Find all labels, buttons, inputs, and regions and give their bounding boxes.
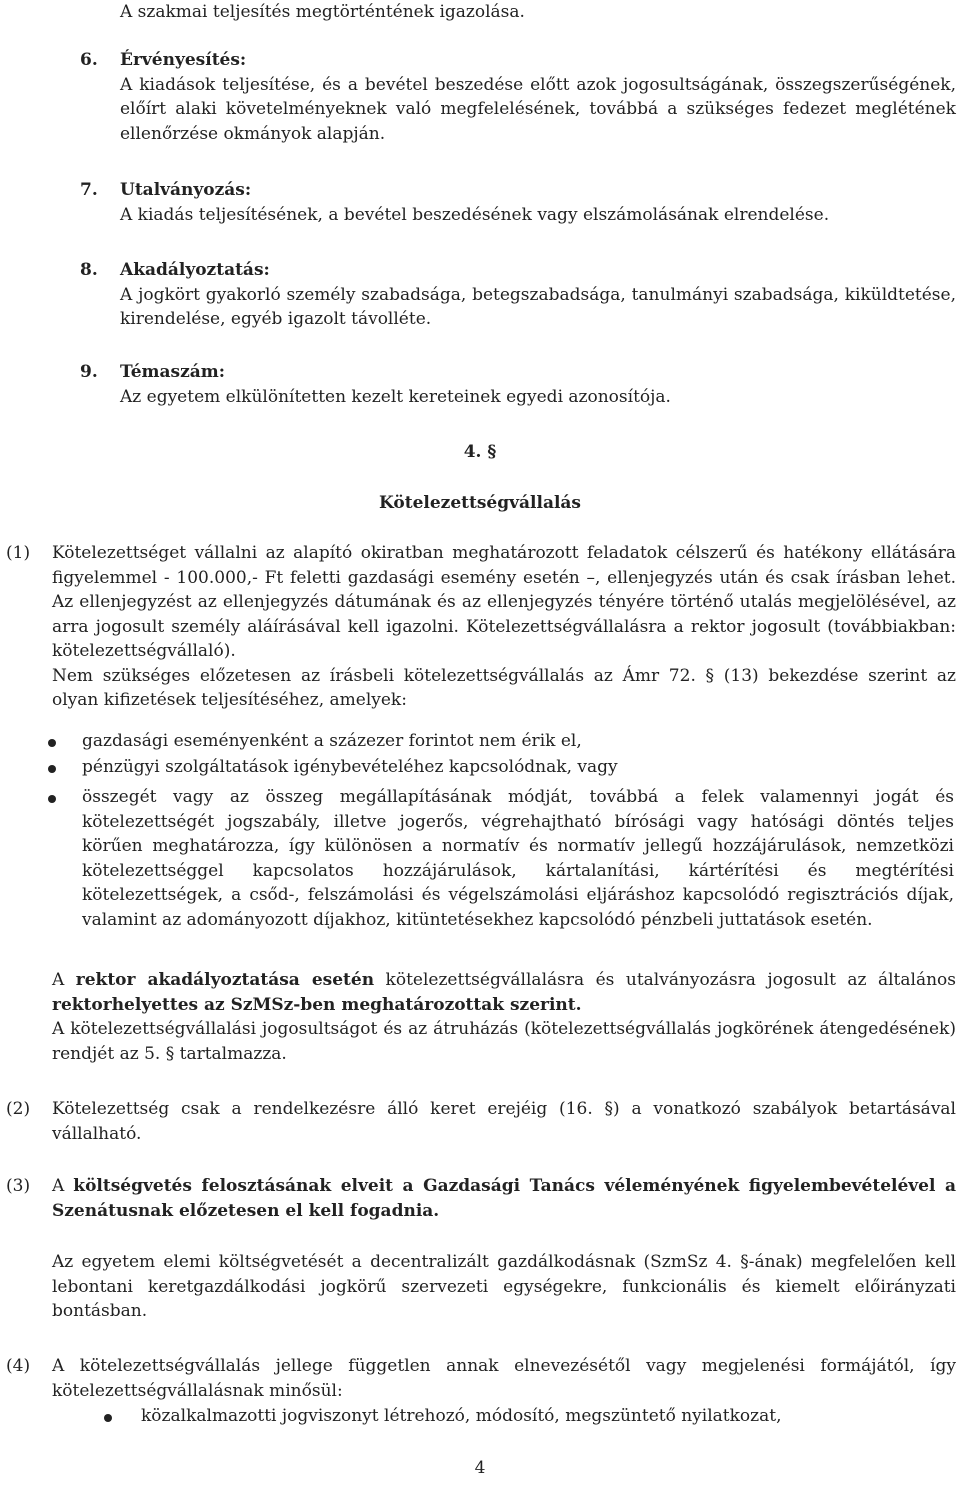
definition-6: 6. Érvényesítés: A kiadások teljesítése, és a bevétel beszedése előtt azok jogosultságának, összegszerűségének, előírt alaki követelményeknek való megfelelésének, továbbá a szükséges fedezet meglétének ellenőrzése okmányok alapján. [80,50,956,144]
paragraph-3: A költségvetés felosztásának elveit a Gazdasági Tanács véleményének figyelembevételével a Szenátusnak előzetesen el kell fogadnia. [52,1176,956,1221]
paragraph-number: (3) [6,1176,31,1196]
paragraph-number: (1) [6,543,31,563]
section-number: 4. § [463,442,497,462]
paragraph-2: Kötelezettség csak a rendelkezésre álló keret erejéig (16. §) a vonatkozó szabályok betartásával vállalható. [52,1099,956,1144]
definition-number: 6. [80,50,98,70]
definition-number: 9. [80,362,98,382]
bullet-icon [104,1414,112,1422]
rektor-substitution: A rektor akadályoztatása esetén kötelezettségvállalásra és utalványozásra jogosult az általános rektorhelyettes az SzMSz-ben meghatározottak szerint. A kötelezettségvállalási jogosultságot és az átruházás (kötelezettségvállalás jogkörének átengedésének) rendjét az 5. § tartalmazza. [52,970,956,1064]
bullet-icon [48,765,56,773]
intro-tail: A szakmai teljesítés megtörténtének igazolása. [120,2,525,22]
definition-number: 7. [80,180,98,200]
definition-7: 7. Utalványozás: A kiadás teljesítésének, a bevétel beszedésének vagy elszámolásának elrendelése. [120,178,956,227]
list-item: összegét vagy az összeg megállapításának módját, továbbá a felek valamennyi jogát és kötelezettségét jogszabály, illetve jogerős, végrehajtható bírósági vagy hatósági döntés teljes körűen meghatározza, így különösen a normatív és normatív jellegű hozzájárulások, nemzetközi kötelezettséggel kapcsolatos hozzájárulások, kártalanítási, kártérítési és megtérítési kötelezettségek, a csőd-, felszámolási és végelszámolási eljáráshoz kapcsolódó regisztrációs díjak, valamint az adományozott díjakhoz, kitüntetésekhez kapcsolódó pénzbeli juttatások esetén. [82,787,954,930]
definition-number: 8. [80,260,98,280]
list-item: gazdasági eseményenként a százezer forintot nem érik el, [82,731,582,751]
paragraph-number: (2) [6,1099,31,1119]
paragraph-1: Kötelezettséget vállalni az alapító okiratban meghatározott feladatok célszerű és hatékony ellátására figyelemmel - 100.000,- Ft feletti gazdasági esemény esetén –, ellenjegyzés után és csak írásban lehet. Az ellenjegyzést az ellenjegyzés dátumának és az ellenjegyzés tényére történő utalás megjelölésével, az arra jogosult személy aláírásával kell igazolni. Kötelezettségvállalásra a rektor jogosult (továbbiakban: kötelezettségvállaló). Nem szükséges előzetesen az írásbeli kötelezettségvállalás az Ámr 72. § (13) bekezdése szerint az olyan kifizetések teljesítéséhez, amelyek: [52,543,956,710]
paragraph-3-body: Az egyetem elemi költségvetését a decentralizált gazdálkodásnak (SzmSz 4. §-ának) megfelelően kell lebontani keretgazdálkodási jogkörű szervezeti egységekre, funkcionális és kiemelt előirányzati bontásban. [52,1252,956,1321]
paragraph-number: (4) [6,1356,31,1376]
definition-8: 8. Akadályoztatás: A jogkört gyakorló személy szabadsága, betegszabadsága, tanulmányi szabadsága, kiküldtetése, kirendelése, egyéb igazolt távolléte. [80,260,956,329]
definition-title: Akadályoztatás: [120,260,270,280]
list-item: közalkalmazotti jogviszonyt létrehozó, módosító, megszüntető nyilatkozat, [141,1406,782,1426]
bullet-icon [48,795,56,803]
paragraph-4: A kötelezettségvállalás jellege független annak elnevezésétől vagy megjelenési formájától, így kötelezettségvállalásnak minősül: [52,1356,956,1401]
list-item: pénzügyi szolgáltatások igénybevételéhez kapcsolódnak, vagy [82,757,618,777]
page-number: 4 [474,1458,486,1478]
definition-title: Érvényesítés: [120,50,247,70]
definition-title: Témaszám: [120,362,226,382]
definition-9: 9. Témaszám: Az egyetem elkülönítetten kezelt kereteinek egyedi azonosítója. [120,360,956,409]
definition-title: Utalványozás: [120,180,252,200]
bullet-icon [48,739,56,747]
section-title: Kötelezettségvállalás [379,493,581,513]
